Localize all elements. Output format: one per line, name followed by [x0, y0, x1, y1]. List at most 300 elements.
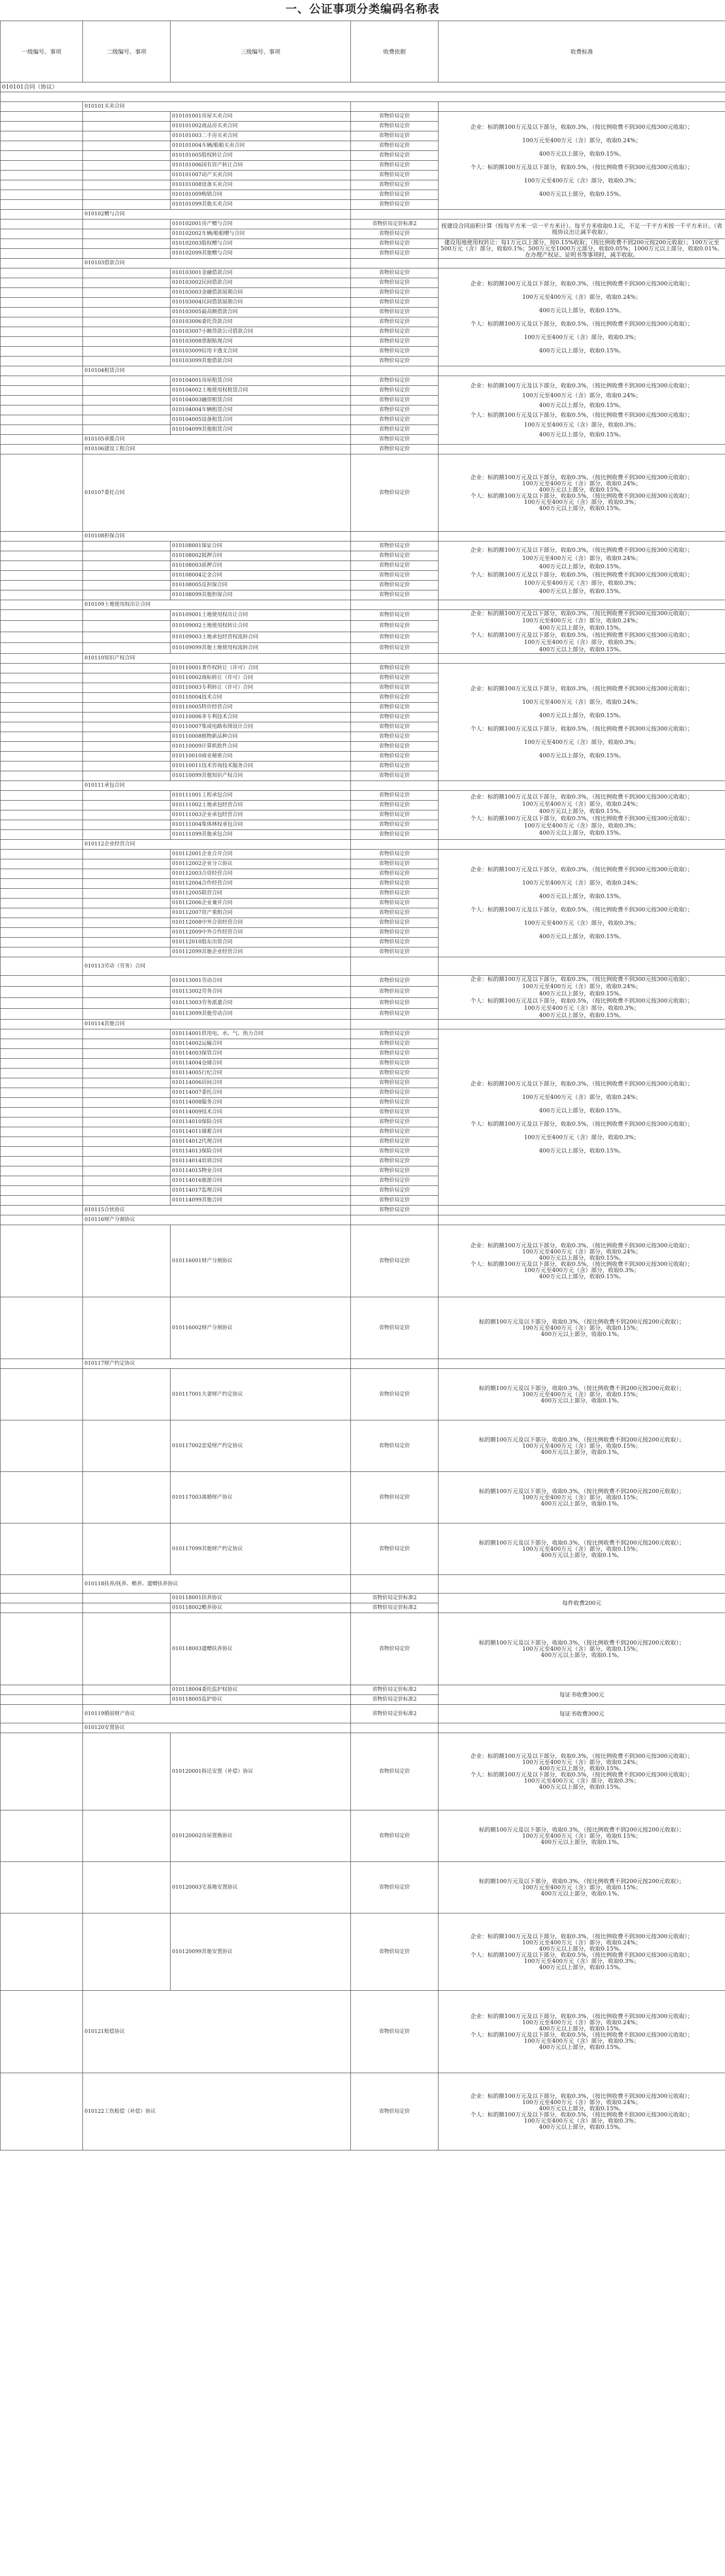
level1-cell: [1, 810, 83, 820]
level2-cell: [83, 810, 171, 820]
level2-cell: [83, 396, 171, 405]
level2-cell: [83, 1685, 171, 1695]
fee-basis-cell: 省物价局定价: [351, 889, 439, 899]
fee-standard-cell: 企业：标的额100万元及以下部分，收取0.3%，（按比例收费不到300元按300元收取）； 100万元至400万元（含）部分，收取0.24%； 400万元以上部分，收取0.15%。 个人：标的额100万元及以下部分，收取0.5%，（按比例收费不到300元按300元收取）； 100万元至400万元（含）部分，收取0.3%； 400万元以上部分，收取0.15%。: [439, 664, 725, 781]
level1-cell: [1, 791, 83, 801]
level3-item: 010101004车辆/船舶买卖合同: [171, 141, 351, 151]
level2-cell: [83, 561, 171, 571]
level2-item: 010121赔偿协议: [83, 1991, 351, 2073]
level2-cell: [83, 161, 171, 171]
level3-item: 010112008中外合资经营合同: [171, 918, 351, 928]
header-fee-standard: 收费标准: [439, 21, 725, 82]
fee-basis-cell: 省物价局定价: [351, 713, 439, 722]
fee-basis-cell: 省物价局定价: [351, 1733, 439, 1810]
level3-item: 010101006国有资产转让合同: [171, 161, 351, 171]
fee-basis-cell: 省物价局定价: [351, 830, 439, 840]
level3-item: 010118001扶养协议: [171, 1594, 351, 1603]
level1-cell: [1, 1078, 83, 1088]
fee-basis-cell: 省物价局定价: [351, 288, 439, 298]
level2-cell: [83, 425, 171, 435]
table-row: [1, 1523, 725, 1575]
level1-cell: [1, 1176, 83, 1186]
level2-cell: [83, 908, 171, 918]
level3-item: 010104003融资租赁合同: [171, 396, 351, 405]
level2-cell: [83, 642, 171, 653]
fee-basis-cell: 省物价局定价: [351, 308, 439, 317]
fee-basis-cell: 省物价局定价: [351, 1225, 439, 1297]
level2-cell: [83, 1594, 171, 1603]
fee-basis-cell: 省物价局定价: [351, 180, 439, 190]
level2-cell: [83, 752, 171, 761]
table-row: [1, 1913, 725, 1991]
level2-cell: [83, 621, 171, 632]
level3-item: 010114004仓储合同: [171, 1059, 351, 1069]
level3-item: 010114099其他合同: [171, 1196, 351, 1206]
fee-basis-cell: 省物价局定价: [351, 200, 439, 210]
fee-basis-cell: 省物价局定价: [351, 820, 439, 830]
level3-item: 010118003遗赠扶养协议: [171, 1613, 351, 1685]
fee-basis-cell: 省物价局定价: [351, 1810, 439, 1862]
level2-item: 010106建设工程合同: [83, 445, 351, 454]
level1-cell: [1, 1523, 83, 1575]
level1-cell: [1, 908, 83, 918]
table-row: [1, 1215, 725, 1225]
level1-cell: [1, 869, 83, 879]
level2-cell: [83, 122, 171, 131]
empty-cell: [351, 1723, 439, 1733]
fee-standard-cell: 企业：标的额100万元及以下部分，收取0.3%，（按比例收费不到300元按300元收取）； 100万元至400万元（含）部分，收取0.24%； 400万元以上部分，收取0.15%。 个人：标的额100万元及以下部分，收取0.5%，（按比例收费不到300元按300元收取）； 100万元至400万元（含）部分，收取0.3%； 400万元以上部分，收取0.15%。: [439, 376, 725, 445]
level3-item: 010104005设备租赁合同: [171, 415, 351, 425]
table-row: [1, 1862, 725, 1913]
level3-item: 010114013保险合同: [171, 1147, 351, 1157]
level1-cell: [1, 820, 83, 830]
level1-cell: [1, 850, 83, 859]
fee-basis-cell: 省物价局定价: [351, 987, 439, 997]
level1-cell: [1, 830, 83, 840]
level3-item: 010111003企业承包经营合同: [171, 810, 351, 820]
level3-item: 010118005监护协议: [171, 1695, 351, 1705]
level1-cell: [1, 229, 83, 239]
level2-cell: [83, 820, 171, 830]
level1-cell: [1, 722, 83, 732]
fee-basis-cell: 省物价局定价: [351, 899, 439, 908]
level1-cell: [1, 1685, 83, 1695]
fee-standard-cell: 标的额100万元及以下部分，收取0.3%，（按比例收费不到200元按200元收取）； 100万元至400万元（含）部分，收取0.15%； 400万元以上部分，收取0.1%。: [439, 1862, 725, 1913]
level2-cell: [83, 732, 171, 742]
level3-item: 010112004合作经营合同: [171, 879, 351, 889]
level3-item: 010110002商标转让（许可）合同: [171, 673, 351, 683]
fee-basis-cell: 省物价局定价: [351, 541, 439, 551]
table-row: [1, 82, 725, 92]
table-body: [1, 82, 725, 2150]
level2-item: 010120安置协议: [83, 1723, 351, 1733]
level1-cell: [1, 337, 83, 347]
fee-basis-cell: 省物价局定价: [351, 415, 439, 425]
level1-cell: [1, 1603, 83, 1613]
fee-basis-cell: 省物价局定价: [351, 859, 439, 869]
fee-basis-cell: 省物价局定价: [351, 761, 439, 771]
fee-basis-cell: 省物价局定价: [351, 1206, 439, 1215]
fee-standard-cell: 每证书收费300元: [439, 1705, 725, 1723]
level2-cell: [83, 551, 171, 561]
table-row: [1, 376, 725, 386]
level1-cell: [1, 219, 83, 229]
level1-cell: [1, 1913, 83, 1991]
level1-cell: [1, 732, 83, 742]
level1-cell: [1, 590, 83, 600]
level2-cell: [83, 683, 171, 693]
level1-cell: [1, 1705, 83, 1723]
fee-standard-cell: 企业：标的额100万元及以下部分，收取0.3%，（按比例收费不到300元按300元收取）； 100万元至400万元（含）部分，收取0.24%； 400万元以上部分，收取0.15%。 个人：标的额100万元及以下部分，收取0.5%，（按比例收费不到300元按300元收取）； 100万元至400万元（含）部分，收取0.3%； 400万元以上部分，收取0.15%。: [439, 791, 725, 840]
fee-standard-cell: 标的额100万元及以下部分，收取0.3%，（按比例收费不到200元按200元收取）； 100万元至400万元（含）部分，收取0.15%； 400万元以上部分，收取0.1%。: [439, 1613, 725, 1685]
level2-cell: [83, 1369, 171, 1420]
fee-classification-table: [0, 21, 725, 2150]
level3-item: 010116001财产分割协议: [171, 1225, 351, 1297]
level3-item: 010117003离婚财产协议: [171, 1472, 351, 1523]
table-row: [1, 1472, 725, 1523]
level1-cell: [1, 239, 83, 249]
table-header-row: [1, 21, 725, 82]
level2-cell: [83, 1098, 171, 1108]
empty-cell: [439, 532, 725, 541]
level3-item: 010110003专利转让（许可）合同: [171, 683, 351, 693]
table-row: [1, 664, 725, 673]
level2-item: 010104租赁合同: [83, 366, 351, 376]
fee-basis-cell: 省物价局定价: [351, 1523, 439, 1575]
fee-basis-cell: 省物价局定价: [351, 122, 439, 131]
level1-cell: [1, 997, 83, 1008]
empty-cell: [439, 781, 725, 791]
table-row: [1, 781, 725, 791]
level3-item: 010102002车辆/船舶赠与合同: [171, 229, 351, 239]
fee-basis-cell: 省物价局定价: [351, 298, 439, 308]
level2-item: 010114其他合同: [83, 1020, 351, 1029]
level2-cell: [83, 850, 171, 859]
level2-cell: [83, 190, 171, 200]
level3-item: 010114002运输合同: [171, 1039, 351, 1049]
level1-cell: [1, 445, 83, 454]
level1-cell: [1, 976, 83, 987]
level1-cell: [1, 1069, 83, 1078]
level2-cell: [83, 141, 171, 151]
fee-basis-cell: 省物价局定价: [351, 561, 439, 571]
fee-basis-cell: 省物价局定价: [351, 229, 439, 239]
level2-cell: [83, 1157, 171, 1166]
fee-basis-cell: 省物价局定价: [351, 703, 439, 713]
level3-item: 010113002劳务合同: [171, 987, 351, 997]
fee-basis-cell: 省物价局定价: [351, 673, 439, 683]
level3-item: 010102003股权赠与合同: [171, 239, 351, 249]
level3-item: 010113003劳务派遣合同: [171, 997, 351, 1008]
table-row: [1, 610, 725, 621]
level2-cell: [83, 180, 171, 190]
level1-cell: [1, 180, 83, 190]
fee-basis-cell: 省物价局定价: [351, 1862, 439, 1913]
level2-cell: [83, 151, 171, 161]
level1-cell: [1, 268, 83, 278]
level1-cell: [1, 1215, 83, 1225]
level3-item: 010108003质押合同: [171, 561, 351, 571]
table-row: [1, 1705, 725, 1723]
fee-basis-cell: 省物价局定价: [351, 1049, 439, 1059]
fee-basis-cell: 省物价局定价: [351, 1369, 439, 1420]
fee-basis-cell: 省物价局定价: [351, 425, 439, 435]
table-row: [1, 1575, 725, 1594]
level3-item: 010110004技术合同: [171, 693, 351, 703]
level1-cell: [1, 200, 83, 210]
fee-basis-cell: 省物价局定价: [351, 1297, 439, 1359]
empty-cell: [439, 445, 725, 454]
fee-basis-cell: 省物价局定价: [351, 1913, 439, 1991]
level1-cell: [1, 1039, 83, 1049]
level2-cell: [83, 859, 171, 869]
level1-cell: [1, 1613, 83, 1685]
table-row: [1, 259, 725, 268]
level2-cell: [83, 405, 171, 415]
fee-basis-cell: 省物价局定价: [351, 1008, 439, 1019]
level2-cell: [83, 386, 171, 396]
level1-cell: [1, 1810, 83, 1862]
table-row: [1, 454, 725, 532]
level3-item: 010112002企业分立协议: [171, 859, 351, 869]
level3-item: 010120099其他安置协议: [171, 1913, 351, 1991]
level3-item: 010109001土地使用权出让合同: [171, 610, 351, 621]
level1-cell: [1, 771, 83, 781]
level1-cell: [1, 2073, 83, 2150]
level1-cell: [1, 1206, 83, 1215]
fee-standard-cell: 标的额100万元及以下部分，收取0.3%，（按比例收费不到200元按200元收取）； 100万元至400万元（含）部分，收取0.15%； 400万元以上部分，收取0.1%。: [439, 1810, 725, 1862]
level2-cell: [83, 742, 171, 752]
level1-cell: [1, 131, 83, 141]
level1-cell: [1, 1196, 83, 1206]
fee-basis-cell: 省物价局定价标准2: [351, 1705, 439, 1723]
level1-cell: [1, 957, 83, 976]
fee-basis-cell: 省物价局定价: [351, 1029, 439, 1039]
level2-cell: [83, 347, 171, 357]
level3-item: 010118002赡养协议: [171, 1603, 351, 1613]
empty-cell: [351, 1359, 439, 1369]
level3-item: 010110006非专利技术合同: [171, 713, 351, 722]
fee-standard-cell: 企业：标的额100万元及以下部分，收取0.3%，（按比例收费不到300元按300元收取）； 100万元至400万元（含）部分，收取0.24%； 400万元以上部分，收取0.15%。 个人：标的额100万元及以下部分，收取0.5%，（按比例收费不到300元按300元收取）； 100万元至400万元（含）部分，收取0.3%； 400万元以上部分，收取0.15%。: [439, 610, 725, 654]
fee-basis-cell: 省物价局定价: [351, 918, 439, 928]
level2-cell: [83, 171, 171, 180]
fee-standard-cell: 企业：标的额100万元及以下部分，收取0.3%，（按比例收费不到300元按300元收取）； 100万元至400万元（含）部分，收取0.24%； 400万元以上部分，收取0.15%。 个人：标的额100万元及以下部分，收取0.5%，（按比例收费不到300元按300元收取）； 100万元至400万元（含）部分，收取0.3%； 400万元以上部分，收取0.15%。: [439, 2073, 725, 2150]
fee-basis-cell: 省物价局定价: [351, 1088, 439, 1098]
level1-cell: [1, 987, 83, 997]
fee-basis-cell: 省物价局定价: [351, 1196, 439, 1206]
fee-basis-cell: 省物价局定价标准2: [351, 1603, 439, 1613]
level2-cell: [83, 1127, 171, 1137]
fee-basis-cell: 省物价局定价: [351, 1137, 439, 1147]
table-row: [1, 600, 725, 610]
level2-cell: [83, 1029, 171, 1039]
empty-cell: [439, 840, 725, 850]
level3-item: 010103099其他借款合同: [171, 357, 351, 366]
fee-basis-cell: 省物价局定价: [351, 791, 439, 801]
level2-cell: [83, 830, 171, 840]
table-row: [1, 1206, 725, 1215]
table-row: [1, 445, 725, 454]
fee-basis-cell: 省物价局定价: [351, 938, 439, 947]
fee-basis-cell: 省物价局定价: [351, 357, 439, 366]
table-row: [1, 1369, 725, 1420]
fee-basis-cell: 省物价局定价: [351, 1157, 439, 1166]
empty-cell: [351, 259, 439, 268]
level3-item: 010110099其他知识产权合同: [171, 771, 351, 781]
table-row: [1, 654, 725, 664]
fee-basis-cell: 省物价局定价: [351, 610, 439, 621]
fee-basis-cell: 省物价局定价: [351, 722, 439, 732]
level2-item: 010102赠与合同: [83, 210, 351, 219]
level1-cell: [1, 632, 83, 642]
fee-basis-cell: 省物价局定价: [351, 1166, 439, 1176]
level1-cell: [1, 1020, 83, 1029]
level3-item: 010101007动产买卖合同: [171, 171, 351, 180]
level2-cell: [83, 327, 171, 337]
fee-basis-cell: 省物价局定价: [351, 435, 439, 445]
level3-item: 010101001房屋买卖合同: [171, 112, 351, 122]
level1-cell: [1, 1991, 83, 2073]
level1-cell: [1, 1472, 83, 1523]
level1-cell: [1, 102, 83, 112]
fee-standard-cell: 建设用地使用权转让：每1万元以上部分，按0.15%收取；（按比例收费不到200元按200元收取）；100万元至500万元（含）部分，收取0.1%；500万元至1000万元部分，收取0.05%；1000万元以上部分，收取0.01%。在办理产权证、证明书等事项时，减半收取。: [439, 239, 725, 259]
table-row: [1, 1613, 725, 1685]
level1-cell: [1, 1359, 83, 1369]
level3-item: 010101009购销合同: [171, 190, 351, 200]
level2-item: 010112企业经营合同: [83, 840, 351, 850]
fee-basis-cell: 省物价局定价标准2: [351, 1594, 439, 1603]
level2-cell: [83, 1166, 171, 1176]
level1-cell: [1, 664, 83, 673]
level2-item: 010119婚前财产协议: [83, 1705, 351, 1723]
level2-cell: [83, 976, 171, 987]
fee-standard-cell: 每证书收费300元: [439, 1685, 725, 1705]
level1-cell: [1, 752, 83, 761]
empty-cell: [439, 654, 725, 664]
level2-cell: [83, 987, 171, 997]
fee-basis-cell: 省物价局定价: [351, 742, 439, 752]
fee-standard-cell: 标的额100万元及以下部分，收取0.3%，（按比例收费不到200元按200元收取）； 100万元至400万元（含）部分，收取0.15%； 400万元以上部分，收取0.1%。: [439, 1420, 725, 1472]
empty-cell: [439, 600, 725, 610]
level1-cell: [1, 541, 83, 551]
empty-cell: [351, 600, 439, 610]
level1-cell: [1, 1369, 83, 1420]
fee-basis-cell: 省物价局定价: [351, 1186, 439, 1196]
fee-basis-cell: 省物价局定价: [351, 161, 439, 171]
level3-item: 010102001房产赠与合同: [171, 219, 351, 229]
level3-item: 010104002土地使用权租赁合同: [171, 386, 351, 396]
level3-item: 010112007资产重组合同: [171, 908, 351, 918]
level1-cell: [1, 642, 83, 653]
empty-cell: [439, 102, 725, 112]
level1-cell: [1, 928, 83, 938]
level1-cell: [1, 742, 83, 752]
level1-cell: [1, 425, 83, 435]
fee-basis-cell: 省物价局定价: [351, 376, 439, 386]
fee-basis-cell: 省物价局定价: [351, 850, 439, 859]
level2-item: 010115合伙协议: [83, 1206, 351, 1215]
level2-item: 010116财产分割协议: [83, 1215, 351, 1225]
fee-basis-cell: 省物价局定价: [351, 581, 439, 590]
level2-cell: [83, 899, 171, 908]
level3-item: 010110010商业秘密合同: [171, 752, 351, 761]
table-row: [1, 1723, 725, 1733]
fee-standard-cell: 标的额100万元及以下部分，收取0.3%，（按比例收费不到200元按200元收取）； 100万元至400万元（含）部分，收取0.15%； 400万元以上部分，收取0.1%。: [439, 1523, 725, 1575]
level2-cell: [83, 308, 171, 317]
fee-basis-cell: 省物价局定价: [351, 1176, 439, 1186]
fee-basis-cell: 省物价局定价: [351, 590, 439, 600]
fee-basis-cell: 省物价局定价: [351, 947, 439, 957]
level3-item: 010120003宅基地安置协议: [171, 1862, 351, 1913]
empty-cell: [439, 1723, 725, 1733]
table-row: [1, 1297, 725, 1359]
fee-basis-cell: 省物价局定价: [351, 1991, 439, 2073]
level1-cell: [1, 551, 83, 561]
level1-cell: [1, 288, 83, 298]
level1-cell: [1, 1147, 83, 1157]
fee-standard-cell: 标的额100万元及以下部分，收取0.3%，（按比例收费不到200元按200元收取）； 100万元至400万元（含）部分，收取0.15%； 400万元以上部分，收取0.1%。: [439, 1369, 725, 1420]
fee-standard-cell: 按建设合同面积计算（按每平方米一宗一平方米计）。每平方米收取0.1元，不足一千平方米按一千平方米计。（省级协议出让减半收取）。: [439, 219, 725, 239]
level1-cell: [1, 859, 83, 869]
empty-cell: [351, 781, 439, 791]
level1-cell: [1, 386, 83, 396]
fee-standard-cell: 企业：标的额100万元及以下部分，收取0.3%，（按比例收费不到300元按300元收取）； 100万元至400万元（含）部分，收取0.24%； 400万元以上部分，收取0.15%。 个人：标的额100万元及以下部分，收取0.5%，（按比例收费不到300元按300元收取）； 100万元至400万元（含）部分，收取0.3%； 400万元以上部分，收取0.15%。: [439, 1913, 725, 1991]
fee-basis-cell: 省物价局定价: [351, 317, 439, 327]
level2-cell: [83, 771, 171, 781]
level2-cell: [83, 1733, 171, 1810]
level2-cell: [83, 947, 171, 957]
level1-cell: [1, 1137, 83, 1147]
level1-cell: [1, 683, 83, 693]
table-row: [1, 366, 725, 376]
level1-cell: [1, 1225, 83, 1297]
level2-item: 010117财产约定协议: [83, 1359, 351, 1369]
level2-cell: [83, 791, 171, 801]
level1-cell: [1, 1029, 83, 1039]
fee-basis-cell: 省物价局定价: [351, 1472, 439, 1523]
level1-cell: [1, 693, 83, 703]
level2-cell: [83, 713, 171, 722]
level1-cell: [1, 532, 83, 541]
level2-item: 010103借款合同: [83, 259, 351, 268]
fee-standard-cell: 企业：标的额100万元及以下部分，收取0.3%，（按比例收费不到300元按300元收取）； 100万元至400万元（含）部分，收取0.24%； 400万元以上部分，收取0.15%。 个人：标的额100万元及以下部分，收取0.5%，（按比例收费不到300元按300元收取）； 100万元至400万元（含）部分，收取0.3%； 400万元以上部分，收取0.15%。: [439, 268, 725, 366]
level1-cell: [1, 171, 83, 180]
fee-standard-cell: 企业：标的额100万元及以下部分，收取0.3%，（按比例收费不到300元按300元收取）； 100万元至400万元（含）部分，收取0.24%； 400万元以上部分，收取0.15%。 个人：标的额100万元及以下部分，收取0.5%，（按比例收费不到300元按300元收取）； 100万元至400万元（含）部分，收取0.3%； 400万元以上部分，收取0.15%。: [439, 976, 725, 1020]
level2-cell: [83, 219, 171, 229]
level2-cell: [83, 938, 171, 947]
level3-item: 010101005股权转让合同: [171, 151, 351, 161]
fee-basis-cell: 省物价局定价: [351, 278, 439, 288]
empty-cell: [351, 1215, 439, 1225]
level3-item: 010109002土地使用权转让合同: [171, 621, 351, 632]
level1-cell: [1, 1862, 83, 1913]
level2-cell: [83, 131, 171, 141]
level2-cell: [83, 693, 171, 703]
level1-cell: [1, 357, 83, 366]
level1-cell: [1, 840, 83, 850]
level3-item: 010104001房屋租赁合同: [171, 376, 351, 386]
level1-cell: [1, 435, 83, 445]
fee-basis-cell: 省物价局定价: [351, 1613, 439, 1685]
level3-item: 010114015物业合同: [171, 1166, 351, 1176]
level1-cell: [1, 161, 83, 171]
table-row: [1, 112, 725, 122]
fee-basis-cell: 省物价局定价: [351, 928, 439, 938]
level2-cell: [83, 298, 171, 308]
level2-cell: [83, 415, 171, 425]
level2-cell: [83, 610, 171, 621]
empty-cell: [439, 1020, 725, 1029]
